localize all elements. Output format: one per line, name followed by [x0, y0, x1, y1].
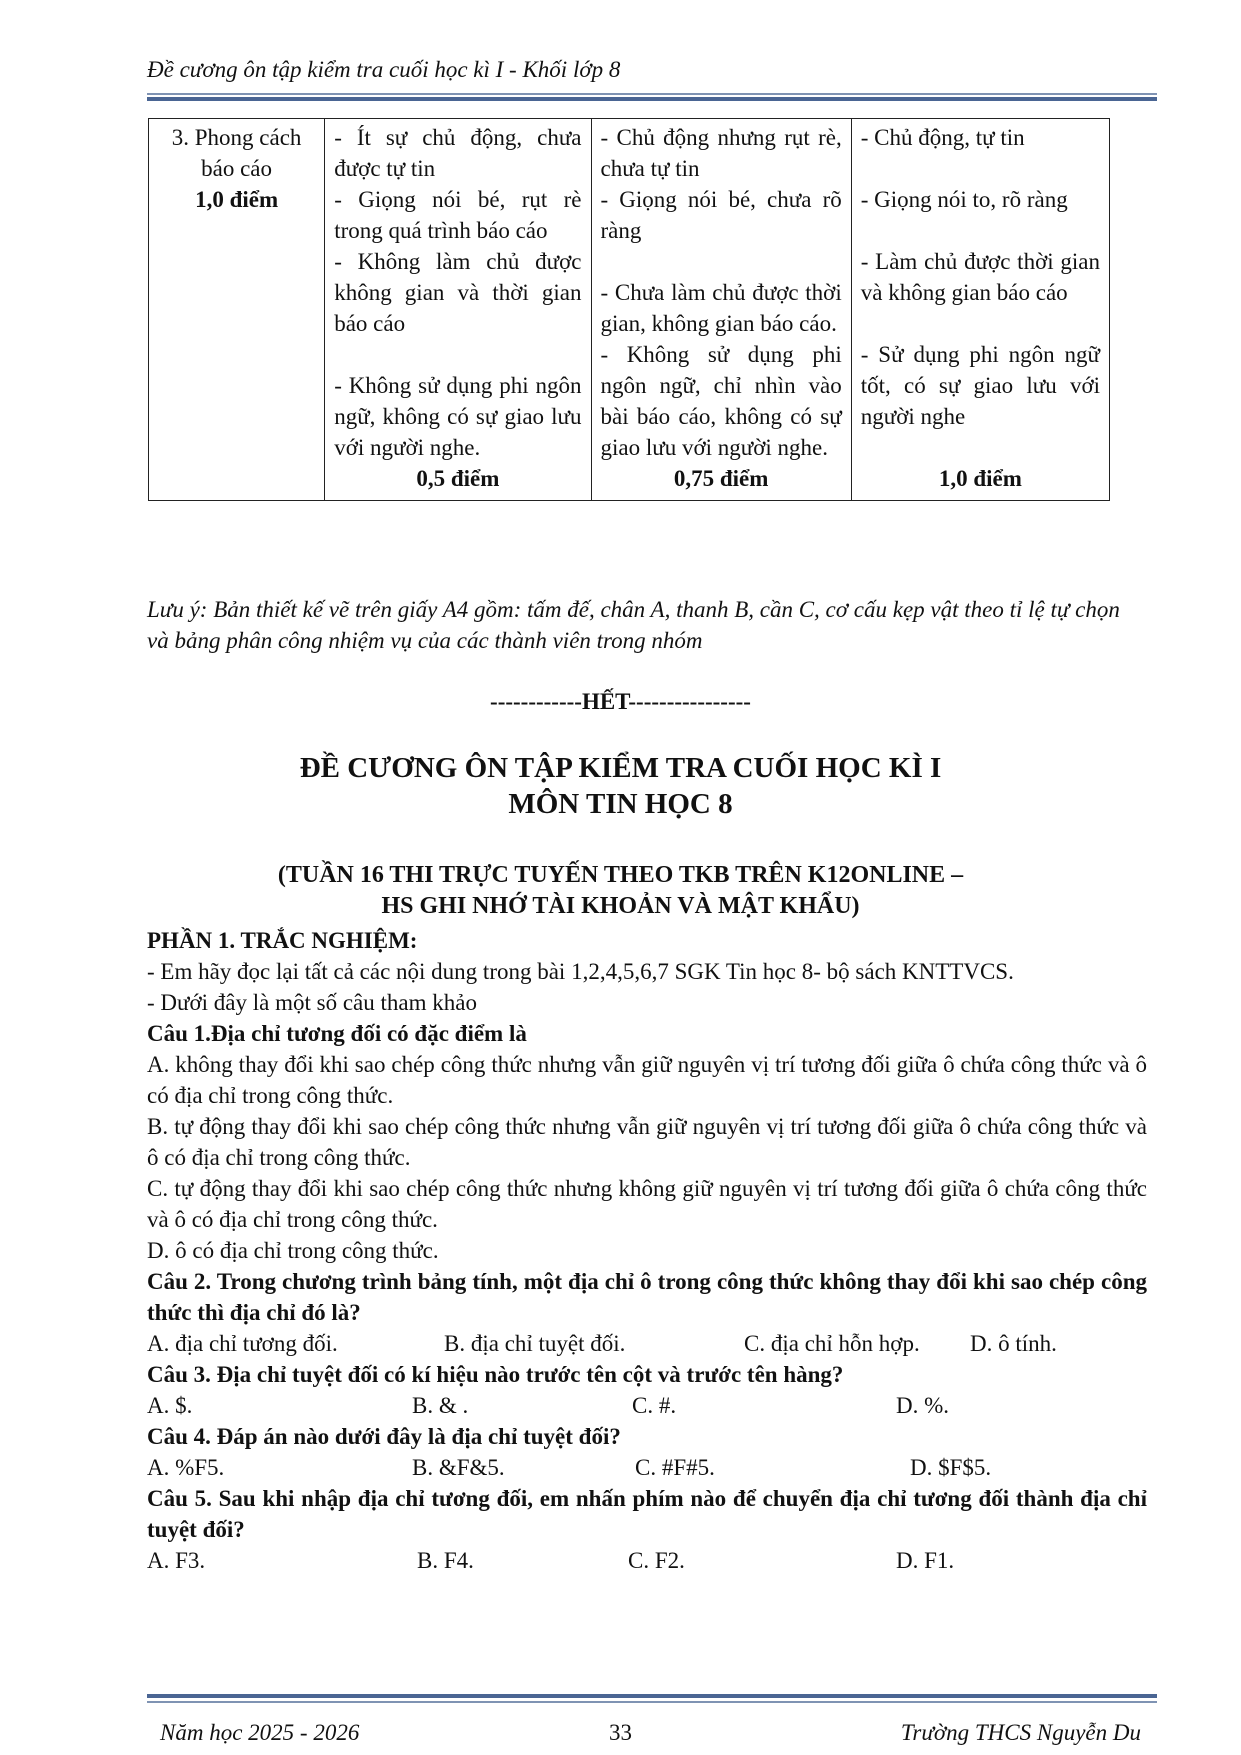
- level-low-points: 0,5 điểm: [416, 466, 500, 491]
- answer-option: C. F2.: [628, 1548, 685, 1573]
- question-3: Câu 3. Địa chỉ tuyệt đối có kí hiệu nào trước tên cột và trước tên hàng?: [147, 1362, 844, 1387]
- header-rule-thin: [147, 93, 1157, 95]
- answer-option: C. #.: [632, 1393, 677, 1418]
- answer-option: D. $F$5.: [910, 1455, 992, 1480]
- list-item: - Chủ động, tự tin: [860, 125, 1025, 150]
- criterion-label: 3. Phong cách báo cáo: [171, 125, 302, 181]
- footer-year: Năm học 2025 - 2026: [160, 1720, 360, 1745]
- answer-option: D. ô tính.: [970, 1331, 1057, 1356]
- footer-school: Trường THCS Nguyễn Du: [900, 1720, 1141, 1745]
- list-item: - Không sử dụng phi ngôn ngữ, chỉ nhìn vào bài báo cáo, không có sự giao lưu với người nghe.: [600, 342, 842, 460]
- answer-option: C. tự động thay đổi khi sao chép công thức nhưng không giữ nguyên vị trí tương đối giữa ô chứa công thức và ô có địa chỉ trong công thức.: [147, 1176, 1147, 1232]
- level-mid-cell: [591, 119, 851, 501]
- list-item: - Không làm chủ được không gian và thời gian báo cáo: [334, 249, 582, 336]
- answer-option: A. %F5.: [147, 1455, 225, 1480]
- criterion-cell: [149, 119, 325, 501]
- answer-option: D. F1.: [896, 1548, 955, 1573]
- list-item: - Chưa làm chủ được thời gian, không gian báo cáo.: [600, 280, 842, 336]
- question-2: Câu 2. Trong chương trình bảng tính, một địa chỉ ô trong công thức không thay đổi khi sao chép công thức thì địa chỉ đó là?: [147, 1269, 1147, 1325]
- page-title-line1: ĐỀ CƯƠNG ÔN TẬP KIỂM TRA CUỐI HỌC KÌ I: [299, 752, 942, 784]
- options-row: [147, 1545, 1147, 1576]
- answer-option: D. ô có địa chỉ trong công thức.: [147, 1238, 439, 1263]
- level-high-cell: [851, 119, 1109, 501]
- list-item: - Chủ động nhưng rụt rè, chưa tự tin: [600, 125, 842, 181]
- question-4: Câu 4. Đáp án nào dưới đây là địa chỉ tuyệt đối?: [147, 1424, 621, 1449]
- answer-option: A. không thay đổi khi sao chép công thức nhưng vẫn giữ nguyên vị trí tương đối giữa ô chứa công thức và ô có địa chỉ trong công thức.: [147, 1052, 1147, 1108]
- running-header: Đề cương ôn tập kiểm tra cuối học kì I - Khối lớp 8: [147, 57, 621, 82]
- section-intro: - Em hãy đọc lại tất cả các nội dung trong bài 1,2,4,5,6,7 SGK Tin học 8- bộ sách KNTTVCS.: [147, 959, 1014, 984]
- list-item: - Giọng nói to, rõ ràng: [860, 187, 1068, 212]
- question-1: Câu 1.Địa chỉ tương đối có đặc điểm là: [147, 1021, 527, 1046]
- answer-option: B. địa chỉ tuyệt đối.: [444, 1331, 626, 1356]
- criterion-points: 1,0 điểm: [195, 187, 279, 212]
- footer-rule-thick: [147, 1694, 1157, 1698]
- answer-option: A. $.: [147, 1393, 193, 1418]
- answer-option: C. #F#5.: [635, 1455, 715, 1480]
- options-row: [147, 1390, 1147, 1421]
- answer-option: A. F3.: [147, 1548, 206, 1573]
- answer-option: D. %.: [896, 1393, 950, 1418]
- list-item: - Làm chủ được thời gian và không gian báo cáo: [860, 249, 1100, 305]
- section-intro: - Dưới đây là một số câu tham khảo: [147, 990, 477, 1015]
- rubric-table: [148, 118, 1110, 501]
- answer-option: A. địa chỉ tương đối.: [147, 1331, 338, 1356]
- page-number: 33: [609, 1720, 632, 1745]
- options-row: [147, 1452, 1147, 1483]
- page-title-line2: MÔN TIN HỌC 8: [508, 788, 733, 820]
- level-low-cell: [325, 119, 591, 501]
- list-item: - Ít sự chủ động, chưa được tự tin: [334, 125, 582, 181]
- list-item: - Không sử dụng phi ngôn ngữ, không có sự giao lưu với người nghe.: [334, 373, 582, 460]
- header-rule-thick: [147, 97, 1157, 101]
- level-mid-points: 0,75 điểm: [673, 466, 769, 491]
- design-note: Lưu ý: Bản thiết kế vẽ trên giấy A4 gồm: tấm đế, chân A, thanh B, cần C, cơ cấu kẹp vật theo tỉ lệ tự chọn và bảng phân công nhiệm vụ của các thành viên trong nhóm: [147, 597, 1120, 653]
- level-high-points: 1,0 điểm: [938, 466, 1022, 491]
- list-item: - Giọng nói bé, rụt rè trong quá trình báo cáo: [334, 187, 582, 243]
- subtitle-line1: (TUẦN 16 THI TRỰC TUYẾN THEO TKB TRÊN K12ONLINE –: [277, 862, 964, 888]
- answer-option: B. & .: [412, 1393, 469, 1418]
- question-5: Câu 5. Sau khi nhập địa chỉ tương đối, em nhấn phím nào để chuyển địa chỉ tương đối thành địa chỉ tuyệt đối?: [147, 1486, 1147, 1542]
- end-marker: ------------HẾT----------------: [490, 689, 751, 714]
- section-heading: PHẦN 1. TRẮC NGHIỆM:: [147, 928, 418, 953]
- subtitle-line2: HS GHI NHỚ TÀI KHOẢN VÀ MẬT KHẨU): [381, 893, 860, 919]
- options-row: [147, 1328, 1147, 1359]
- answer-option: C. địa chỉ hỗn hợp.: [744, 1331, 920, 1356]
- footer-rule-thin: [147, 1701, 1157, 1703]
- answer-option: B. &F&5.: [412, 1455, 505, 1480]
- answer-option: B. tự động thay đổi khi sao chép công thức nhưng vẫn giữ nguyên vị trí tương đối giữa ô chứa công thức và ô có địa chỉ trong công thức.: [147, 1114, 1147, 1170]
- list-item: - Giọng nói bé, chưa rõ ràng: [600, 187, 842, 243]
- table-row: [149, 119, 1110, 501]
- quiz-section: [147, 925, 1147, 1576]
- list-item: - Sử dụng phi ngôn ngữ tốt, có sự giao lưu với người nghe: [860, 342, 1100, 429]
- answer-option: B. F4.: [417, 1548, 474, 1573]
